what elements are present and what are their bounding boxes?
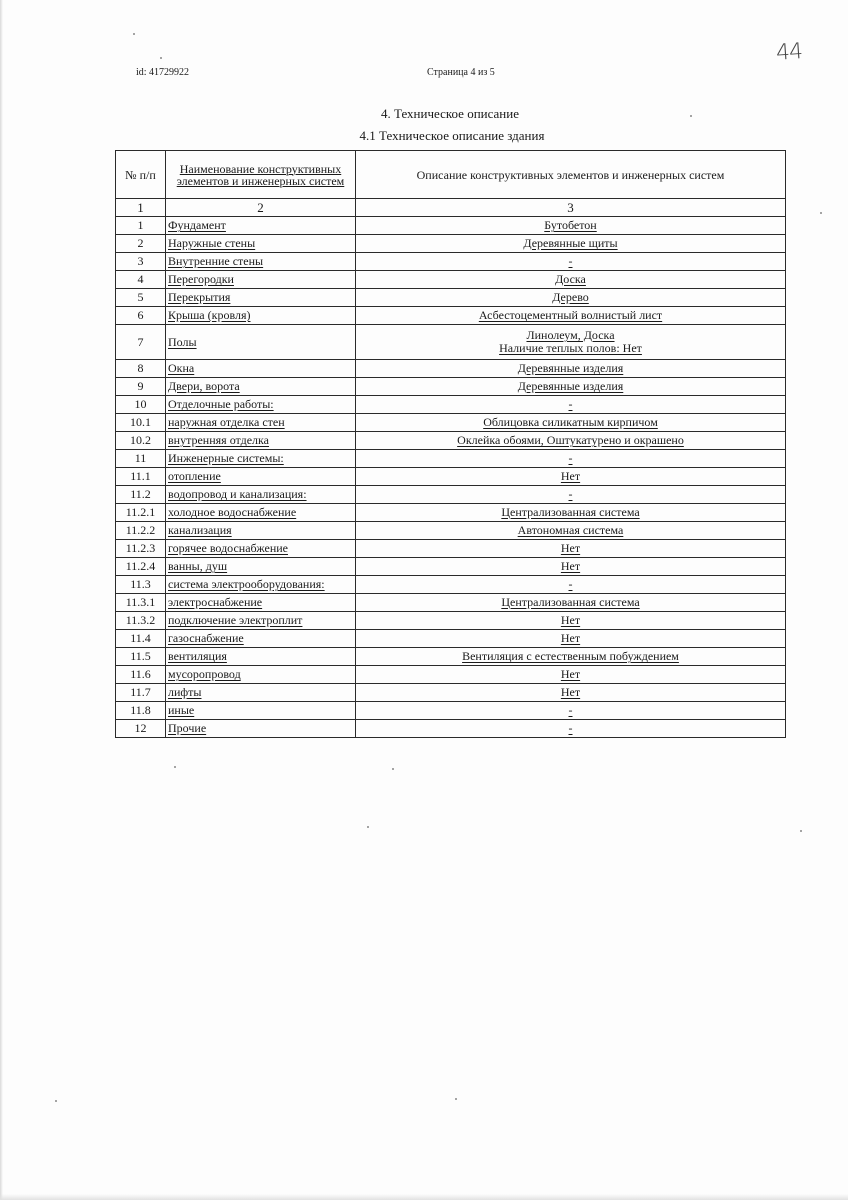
- row-number: 11.2.4: [116, 558, 166, 576]
- scan-speck: [174, 766, 176, 768]
- scan-speck: [392, 768, 394, 770]
- scan-speck: [820, 212, 822, 214]
- row-number: 11.2.2: [116, 522, 166, 540]
- row-description: Нет: [356, 468, 786, 486]
- row-description: Деревянные изделия: [356, 378, 786, 396]
- row-number: 11.7: [116, 684, 166, 702]
- row-description: -: [356, 702, 786, 720]
- table-row: [116, 522, 786, 540]
- row-description: -: [356, 253, 786, 271]
- column-number: 1: [116, 199, 166, 217]
- row-number: 10: [116, 396, 166, 414]
- row-description: -: [356, 486, 786, 504]
- row-number: 10.1: [116, 414, 166, 432]
- row-element-name: Внутренние стены: [166, 253, 356, 271]
- table-row: [116, 666, 786, 684]
- table-row: [116, 576, 786, 594]
- row-element-name: Отделочные работы:: [166, 396, 356, 414]
- table-row: [116, 271, 786, 289]
- row-number: 10.2: [116, 432, 166, 450]
- table-row: [116, 289, 786, 307]
- row-description: Деревянные щиты: [356, 235, 786, 253]
- handwritten-page-number: 44: [775, 39, 803, 66]
- table-row: [116, 648, 786, 666]
- row-number: 11.4: [116, 630, 166, 648]
- table-row: [116, 630, 786, 648]
- column-number: 3: [356, 199, 786, 217]
- row-number: 1: [116, 217, 166, 235]
- column-header-name: [166, 151, 356, 199]
- table-row: [116, 540, 786, 558]
- row-description: [356, 325, 786, 360]
- scan-speck: [367, 826, 369, 828]
- row-number: 2: [116, 235, 166, 253]
- row-number: 11.2.3: [116, 540, 166, 558]
- table-body: [116, 217, 786, 738]
- row-number: 12: [116, 720, 166, 738]
- row-description: Нет: [356, 630, 786, 648]
- row-element-name: электроснабжение: [166, 594, 356, 612]
- row-description: -: [356, 720, 786, 738]
- scan-speck: [690, 115, 692, 117]
- row-description: Нет: [356, 540, 786, 558]
- row-element-name: наружная отделка стен: [166, 414, 356, 432]
- column-number: 2: [166, 199, 356, 217]
- table-header-row: [116, 151, 786, 199]
- row-number: 7: [116, 325, 166, 360]
- row-description: Нет: [356, 666, 786, 684]
- row-description: -: [356, 396, 786, 414]
- row-number: 9: [116, 378, 166, 396]
- table-row: [116, 360, 786, 378]
- row-element-name: Фундамент: [166, 217, 356, 235]
- scan-speck: [133, 33, 135, 35]
- table-row: [116, 432, 786, 450]
- row-element-name: иные: [166, 702, 356, 720]
- table-row: [116, 558, 786, 576]
- row-description: Дерево: [356, 289, 786, 307]
- row-element-name: Перегородки: [166, 271, 356, 289]
- row-number: 11.6: [116, 666, 166, 684]
- section-title: 4. Техническое описание: [381, 106, 519, 121]
- row-description: Облицовка силикатным кирпичом: [356, 414, 786, 432]
- row-number: 11.1: [116, 468, 166, 486]
- scan-speck: [455, 1098, 457, 1100]
- row-description: Централизованная система: [356, 594, 786, 612]
- scan-edge-bottom: [0, 1194, 848, 1200]
- row-description: -: [356, 576, 786, 594]
- row-number: 11.3: [116, 576, 166, 594]
- table-row: [116, 486, 786, 504]
- row-description: Асбестоцементный волнистый лист: [356, 307, 786, 325]
- row-number: 11.2.1: [116, 504, 166, 522]
- row-element-name: газоснабжение: [166, 630, 356, 648]
- row-description-line: Линолеум, Доска: [526, 328, 615, 342]
- row-description: -: [356, 450, 786, 468]
- column-header-name-text: Наименование конструктивных элементов и инженерных систем: [176, 161, 345, 188]
- row-number: 11.5: [116, 648, 166, 666]
- row-description: Доска: [356, 271, 786, 289]
- table-row: [116, 504, 786, 522]
- table-row: [116, 720, 786, 738]
- table-row: [116, 468, 786, 486]
- table-row: [116, 325, 786, 360]
- table-row: [116, 414, 786, 432]
- scan-edge-left: [0, 0, 3, 1200]
- column-number-row: [116, 199, 786, 217]
- row-description: Нет: [356, 558, 786, 576]
- page-number: Страница 4 из 5: [427, 67, 495, 78]
- scan-speck: [55, 1100, 57, 1102]
- row-number: 8: [116, 360, 166, 378]
- row-number: 11.3.1: [116, 594, 166, 612]
- table-row: [116, 378, 786, 396]
- table-row: [116, 612, 786, 630]
- row-number: 11.3.2: [116, 612, 166, 630]
- table-row: [116, 684, 786, 702]
- row-description: Централизованная система: [356, 504, 786, 522]
- row-element-name: Окна: [166, 360, 356, 378]
- scan-speck: [800, 830, 802, 832]
- table-row: [116, 450, 786, 468]
- row-element-name: вентиляция: [166, 648, 356, 666]
- column-header-num: № п/п: [116, 151, 166, 199]
- row-description: Нет: [356, 612, 786, 630]
- row-element-name: мусоропровод: [166, 666, 356, 684]
- row-element-name: лифты: [166, 684, 356, 702]
- row-element-name: система электрооборудования:: [166, 576, 356, 594]
- row-number: 11.2: [116, 486, 166, 504]
- row-element-name: ванны, душ: [166, 558, 356, 576]
- row-description: Нет: [356, 684, 786, 702]
- table-row: [116, 594, 786, 612]
- row-description: Бутобетон: [356, 217, 786, 235]
- technical-description-table: [115, 150, 786, 738]
- table-row: [116, 396, 786, 414]
- row-element-name: Перекрытия: [166, 289, 356, 307]
- row-description-line: Наличие теплых полов: Нет: [499, 341, 642, 355]
- row-description: Оклейка обоями, Оштукатурено и окрашено: [356, 432, 786, 450]
- row-description: Автономная система: [356, 522, 786, 540]
- row-element-name: отопление: [166, 468, 356, 486]
- row-number: 11: [116, 450, 166, 468]
- row-element-name: Прочие: [166, 720, 356, 738]
- table-row: [116, 307, 786, 325]
- table-row: [116, 217, 786, 235]
- row-element-name: Инженерные системы:: [166, 450, 356, 468]
- row-element-name: подключение электроплит: [166, 612, 356, 630]
- document-id: id: 41729922: [136, 67, 190, 78]
- row-number: 4: [116, 271, 166, 289]
- row-element-name: водопровод и канализация:: [166, 486, 356, 504]
- table-row: [116, 253, 786, 271]
- row-number: 11.8: [116, 702, 166, 720]
- row-element-name: холодное водоснабжение: [166, 504, 356, 522]
- table-row: [116, 702, 786, 720]
- table-row: [116, 235, 786, 253]
- row-element-name: внутренняя отделка: [166, 432, 356, 450]
- row-element-name: горячее водоснабжение: [166, 540, 356, 558]
- row-element-name: канализация: [166, 522, 356, 540]
- row-number: 5: [116, 289, 166, 307]
- column-header-desc: Описание конструктивных элементов и инженерных систем: [356, 151, 786, 199]
- row-number: 3: [116, 253, 166, 271]
- row-element-name: Двери, ворота: [166, 378, 356, 396]
- subsection-title: 4.1 Техническое описание здания: [359, 128, 545, 143]
- row-element-name: Наружные стены: [166, 235, 356, 253]
- row-description: Вентиляция с естественным побуждением: [356, 648, 786, 666]
- row-number: 6: [116, 307, 166, 325]
- row-element-name: Полы: [166, 325, 356, 360]
- row-element-name: Крыша (кровля): [166, 307, 356, 325]
- row-description: Деревянные изделия: [356, 360, 786, 378]
- scan-speck: [160, 57, 162, 59]
